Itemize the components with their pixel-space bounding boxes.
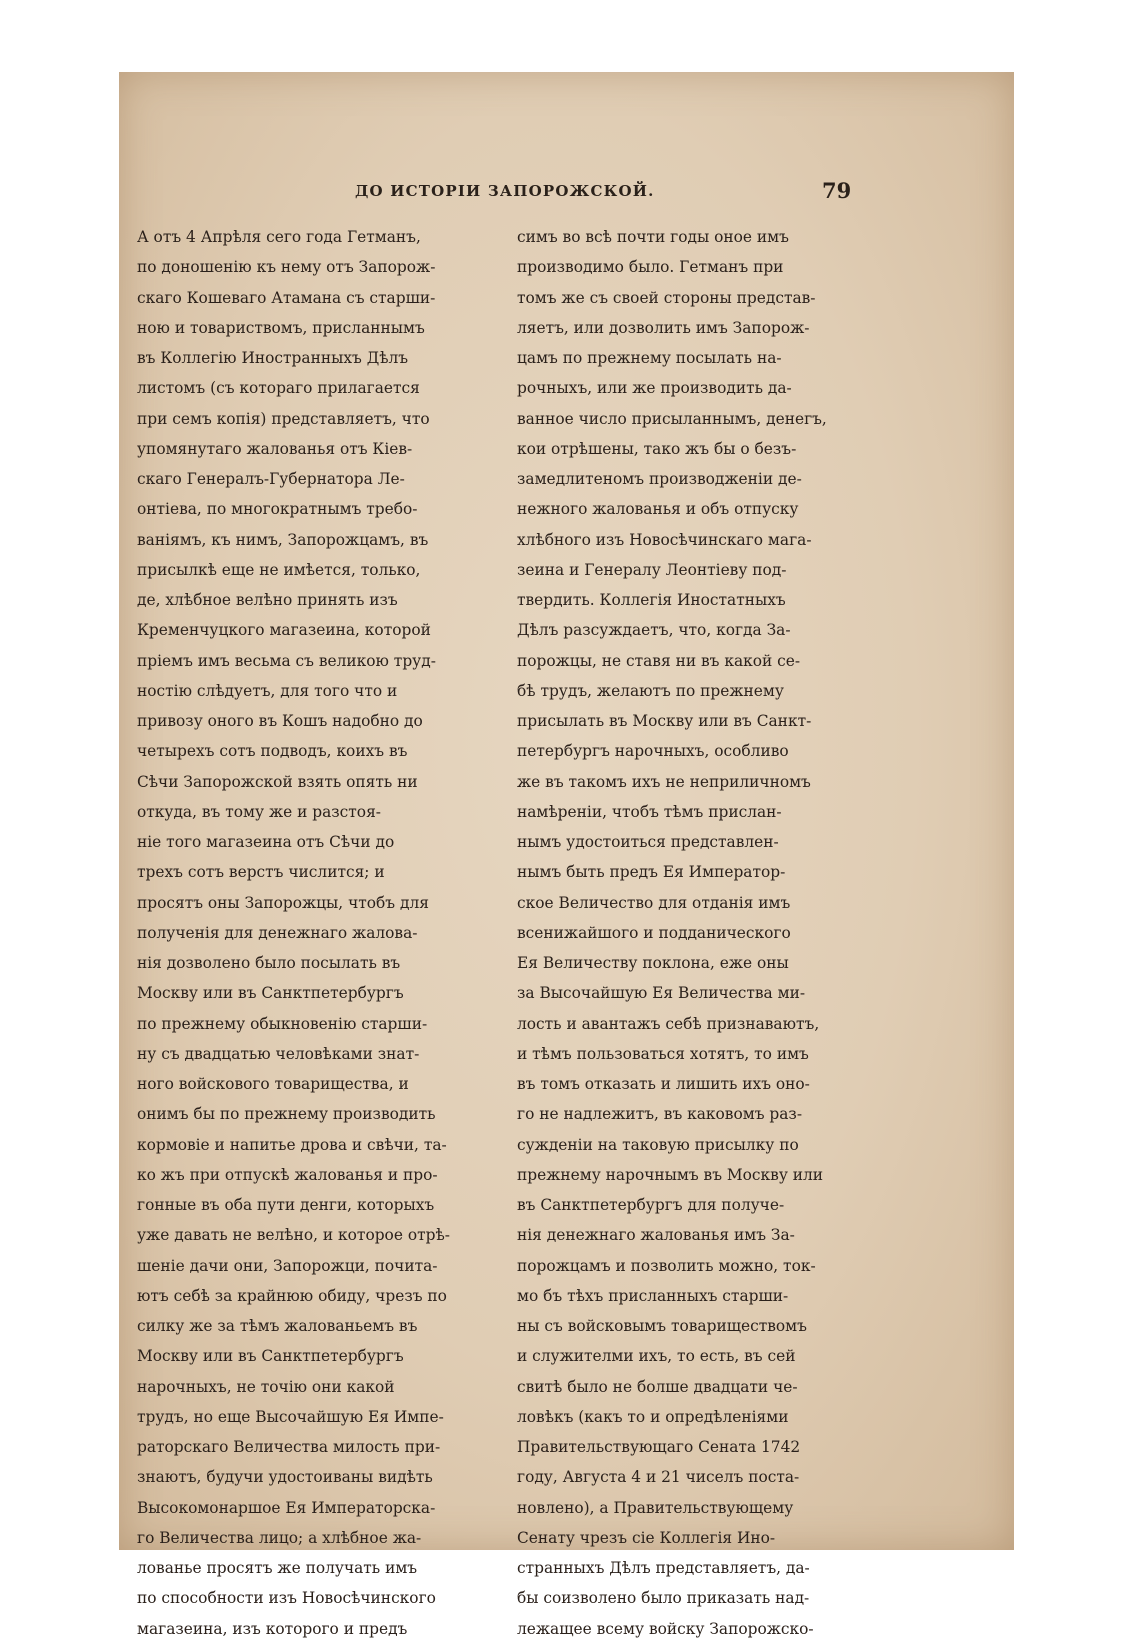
text-line: Ея Величеству поклона, еже оны [517, 954, 789, 972]
text-line: нымъ быть предъ Ея Император- [517, 863, 786, 882]
text-line: нежного жалованья и объ отпуску [517, 500, 799, 519]
text-line: нарочныхъ, не точію они какой [137, 1377, 395, 1396]
text-line: томъ же съ своей стороны представ- [517, 288, 816, 307]
text-line: бы соизволено было приказать над- [517, 1589, 810, 1608]
scanned-page [119, 72, 1014, 1638]
text-line: новлено), а Правительствующему [517, 1498, 794, 1517]
text-line: силку же за тѣмъ жалованьемъ въ [137, 1317, 418, 1335]
text-line: ко жъ при отпускѣ жалованья и про- [137, 1165, 438, 1184]
text-line: твердить. Коллегія Иностатныхъ [517, 591, 786, 609]
text-line: и тѣмъ пользоваться хотятъ, то имъ [517, 1044, 809, 1063]
text-line: мо бъ тѣхъ присланныхъ старши- [517, 1286, 789, 1305]
text-line: ваніямъ, къ нимъ, Запорожцамъ, въ [137, 530, 429, 549]
text-line: ну съ двадцатью человѣками знат- [137, 1044, 420, 1063]
text-line: раторскаго Величества милость при- [137, 1438, 441, 1456]
page-header [119, 178, 1014, 212]
text-line: году, Августа 4 и 21 чиселъ поста- [517, 1468, 800, 1487]
text-line: прежнему нарочнымъ въ Москву или [517, 1165, 824, 1184]
text-line: полученія для денежнаго жалова- [137, 923, 418, 942]
text-line: ного войскового товарищества, и [137, 1075, 409, 1093]
text-line: Правительствующаго Сената 1742 [517, 1438, 801, 1456]
text-line: намѣреніи, чтобъ тѣмъ прислан- [517, 802, 782, 821]
left-text-column [137, 222, 494, 1638]
text-line: свитѣ было не болше двадцати че- [517, 1377, 798, 1396]
text-line: шеніе дачи они, Запорожци, почита- [137, 1256, 438, 1275]
text-line: ляетъ, или дозволить имъ Запорож- [517, 318, 810, 337]
text-line: ностію слѣдуетъ, для того что и [137, 681, 398, 700]
text-line: Москву или въ Санктпетербургъ [137, 1347, 404, 1366]
text-line: онтіева, по многократнымъ требо- [137, 500, 418, 519]
text-line: листомъ (съ котораго прилагается [137, 379, 420, 398]
text-line: по доношенію къ нему отъ Запорож- [137, 258, 436, 277]
page-number: 79 [822, 178, 852, 203]
text-line: го Величества лицо; а хлѣбное жа- [137, 1528, 422, 1547]
text-line: хлѣбного изъ Новосѣчинскаго мага- [517, 530, 812, 549]
text-line: магазеина, изъ которого и предъ [137, 1619, 408, 1638]
text-line: ютъ себѣ за крайнюю обиду, чрезъ по [137, 1286, 447, 1305]
text-line: порожцы, не ставя ни въ какой се- [517, 651, 801, 670]
text-line: зеина и Генералу Леонтіеву под- [517, 560, 787, 579]
text-line: А отъ 4 Апрѣля сего года Гетманъ, [137, 228, 421, 246]
text-line: пріемъ имъ весьма съ великою труд- [137, 651, 436, 670]
text-line: производимо было. Гетманъ при [517, 258, 784, 277]
text-line: симъ во всѣ почти годы оное имъ [517, 228, 789, 246]
text-line: и служителми ихъ, то есть, въ сей [517, 1347, 796, 1366]
text-line: за Высочайшую Ея Величества ми- [517, 984, 806, 1003]
text-line: четырехъ сотъ подводъ, коихъ въ [137, 742, 408, 761]
text-line: упомянутаго жалованья отъ Кіев- [137, 439, 413, 458]
text-line: ловѣкъ (какъ то и опредѣленіями [517, 1407, 789, 1426]
running-title: ДО ИСТОРІИ ЗАПОРОЖСКОЙ. [355, 182, 655, 200]
text-line: кои отрѣшены, тако жъ бы о безъ- [517, 439, 797, 458]
text-line: порожцамъ и позволить можно, ток- [517, 1256, 816, 1275]
text-line: въ Санктпетербургъ для получе- [517, 1196, 785, 1214]
text-line: въ томъ отказать и лишить ихъ оно- [517, 1075, 810, 1093]
text-line: ванное число присыланнымъ, денегъ, [517, 409, 827, 428]
text-line: цамъ по прежнему посылать на- [517, 349, 782, 367]
text-line: знаютъ, будучи удостоиваны видѣть [137, 1468, 433, 1487]
text-line: скаго Кошеваго Атамана съ старши- [137, 288, 436, 307]
right-text-column [517, 222, 873, 1638]
text-line: лованье просятъ же получать имъ [137, 1559, 418, 1577]
text-line: нымъ удостоиться представлен- [517, 833, 779, 851]
text-line: рочныхъ, или же производить да- [517, 379, 792, 398]
text-line: привозу оного въ Кошъ надобно до [137, 712, 423, 730]
text-line: лость и авантажъ себѣ признаваютъ, [517, 1014, 820, 1033]
text-line: ною и товариствомъ, присланнымъ [137, 318, 425, 337]
text-line: ское Величество для отданія имъ [517, 893, 791, 912]
text-line: въ Коллегію Иностранныхъ Дѣлъ [137, 349, 409, 367]
text-line: петербургъ нарочныхъ, особливо [517, 742, 789, 761]
text-line: замедлитеномъ производженіи де- [517, 470, 802, 488]
text-line: сужденіи на таковую присылку по [517, 1135, 799, 1154]
text-line: нія денежнаго жалованья имъ За- [517, 1226, 795, 1245]
text-line: лежащее всему войску Запорожско- [517, 1619, 814, 1638]
text-line: бѣ трудъ, желаютъ по прежнему [517, 681, 784, 700]
text-line: Кременчуцкого магазеина, которой [137, 621, 431, 640]
text-line: Сѣчи Запорожской взять опять ни [137, 772, 418, 791]
text-line: онимъ бы по прежнему производить [137, 1105, 436, 1124]
text-line: всенижайшого и подданического [517, 923, 791, 942]
text-line: Высокомонаршое Ея Императорска- [137, 1498, 436, 1517]
text-line: трехъ сотъ верстъ числится; и [137, 863, 385, 882]
text-line: гонные въ оба пути денги, которыхъ [137, 1196, 435, 1214]
text-line: нія дозволено было посылать въ [137, 954, 401, 972]
text-line: ніе того магазеина отъ Сѣчи до [137, 833, 395, 851]
text-line: откуда, въ тому же и разстоя- [137, 802, 381, 821]
text-line: го не надлежитъ, въ каковомъ раз- [517, 1105, 803, 1124]
text-line: же въ такомъ ихъ не неприличномъ [517, 772, 811, 791]
text-line: по способности изъ Новосѣчинского [137, 1589, 436, 1608]
text-line: трудъ, но еще Высочайшую Ея Импе- [137, 1407, 444, 1426]
text-line: уже давать не велѣно, и которое отрѣ- [137, 1226, 450, 1245]
text-line: Дѣлъ разсуждаетъ, что, когда За- [517, 621, 791, 640]
text-line: просятъ оны Запорожцы, чтобъ для [137, 893, 429, 912]
text-line: ны съ войсковымъ товариществомъ [517, 1317, 807, 1335]
text-line: присылать въ Москву или въ Санкт- [517, 712, 812, 730]
text-line: Сенату чрезъ сіе Коллегія Ино- [517, 1528, 776, 1547]
text-line: при семъ копія) представляетъ, что [137, 409, 430, 428]
text-line: странныхъ Дѣлъ представляетъ, да- [517, 1559, 810, 1577]
text-line: скаго Генералъ-Губернатора Ле- [137, 470, 405, 488]
text-line: по прежнему обыкновенію старши- [137, 1014, 428, 1033]
text-line: кормовіе и напитье дрова и свѣчи, та- [137, 1135, 447, 1154]
text-line: де, хлѣбное велѣно принять изъ [137, 591, 398, 609]
text-line: присылкѣ еще не имѣется, только, [137, 560, 421, 579]
text-line: Москву или въ Санктпетербургъ [137, 984, 404, 1003]
